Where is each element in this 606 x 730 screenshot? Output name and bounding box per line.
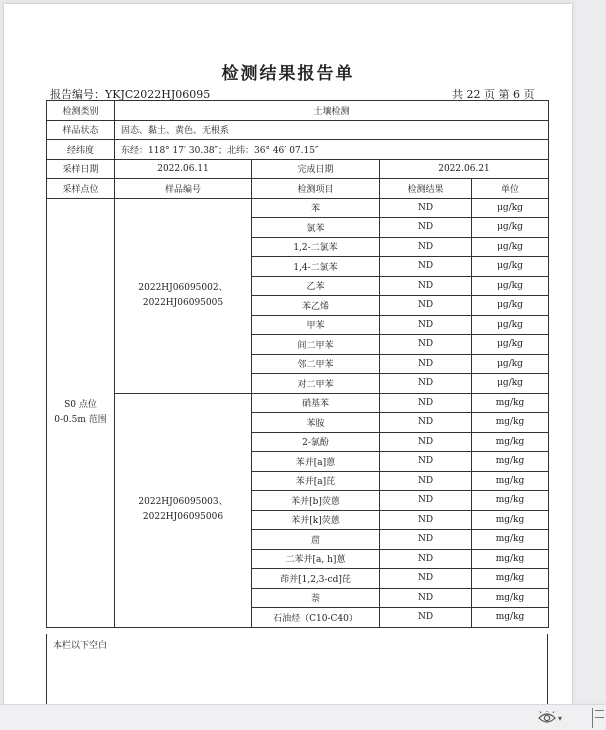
blank-note: 本栏以下空白: [53, 641, 108, 651]
sample-point-cell: [47, 198, 115, 627]
cell-unit: mg/kg: [472, 588, 549, 608]
cell-item: 苯并[b]荧蒽: [252, 491, 380, 511]
cell-result: ND: [380, 257, 472, 277]
cell-result: ND: [380, 393, 472, 413]
sample-no-cell: [115, 393, 252, 627]
state-value: 固态、黏土、黄色、无根系: [115, 120, 549, 140]
cell-item: 二苯并[a, h]蒽: [252, 549, 380, 569]
col-header-unit: 单位: [472, 179, 549, 199]
cell-item: 苯并[a]蒽: [252, 452, 380, 472]
cell-item: 苯并[a]芘: [252, 471, 380, 491]
finish-date-value: 2022.06.21: [380, 159, 549, 179]
cell-unit: μg/kg: [472, 335, 549, 355]
cell-result: ND: [380, 276, 472, 296]
cell-result: ND: [380, 569, 472, 589]
cell-unit: μg/kg: [472, 218, 549, 238]
cell-item: 对二甲苯: [252, 374, 380, 394]
table-row: [47, 393, 549, 413]
cell-result: ND: [380, 315, 472, 335]
cell-unit: mg/kg: [472, 432, 549, 452]
cell-result: ND: [380, 471, 472, 491]
cell-item: 苯乙烯: [252, 296, 380, 316]
cell-unit: mg/kg: [472, 393, 549, 413]
cell-result: ND: [380, 510, 472, 530]
cell-result: ND: [380, 198, 472, 218]
cell-result: ND: [380, 608, 472, 628]
page-info: 共 22 页 第 6 页: [452, 88, 535, 101]
layout-icon[interactable]: [592, 708, 606, 728]
cell-unit: mg/kg: [472, 569, 549, 589]
cell-unit: mg/kg: [472, 510, 549, 530]
state-row: [47, 120, 549, 140]
cell-unit: mg/kg: [472, 452, 549, 472]
cell-unit: μg/kg: [472, 374, 549, 394]
cell-item: 氯苯: [252, 218, 380, 238]
cell-unit: μg/kg: [472, 237, 549, 257]
sample-no-cell: [115, 198, 252, 393]
cell-unit: μg/kg: [472, 257, 549, 277]
cell-unit: μg/kg: [472, 296, 549, 316]
sample-date-label: 采样日期: [47, 159, 115, 179]
sample-no-line: 2022HJ06095005: [142, 297, 224, 308]
cell-unit: μg/kg: [472, 315, 549, 335]
sample-no-line: 2022HJ06095003、: [138, 497, 228, 507]
cell-unit: μg/kg: [472, 354, 549, 374]
chevron-down-icon: ▾: [558, 713, 563, 723]
cell-result: ND: [380, 491, 472, 511]
cell-result: ND: [380, 549, 472, 569]
cell-unit: μg/kg: [472, 198, 549, 218]
cell-result: ND: [380, 374, 472, 394]
cell-unit: mg/kg: [472, 549, 549, 569]
document-page: [4, 4, 572, 704]
cell-unit: mg/kg: [472, 413, 549, 433]
cell-item: 乙苯: [252, 276, 380, 296]
cell-result: ND: [380, 413, 472, 433]
cell-item: 间二甲苯: [252, 335, 380, 355]
table-row: [47, 198, 549, 218]
col-header-item: 检测项目: [252, 179, 380, 199]
sample-point-line: 0-0.5m 范围: [54, 414, 107, 425]
cell-item: 硝基苯: [252, 393, 380, 413]
cell-item: 甲苯: [252, 315, 380, 335]
cell-result: ND: [380, 237, 472, 257]
cell-item: 萘: [252, 588, 380, 608]
cell-item: 䓛: [252, 530, 380, 550]
state-label: 样品状态: [47, 120, 115, 140]
status-bar: [0, 704, 606, 730]
col-header-point: 采样点位: [47, 179, 115, 199]
cell-item: 苯胺: [252, 413, 380, 433]
header-row: [47, 179, 549, 199]
report-number: 报告编号：YKJC2022HJ06095: [50, 88, 211, 101]
finish-date-label: 完成日期: [252, 159, 380, 179]
cell-unit: μg/kg: [472, 276, 549, 296]
col-header-sample-no: 样品编号: [115, 179, 252, 199]
sample-point-line: S0 点位: [64, 399, 97, 410]
cell-result: ND: [380, 432, 472, 452]
date-row: [47, 159, 549, 179]
coord-row: [47, 140, 549, 160]
cell-result: ND: [380, 530, 472, 550]
category-label: 检测类别: [47, 101, 115, 121]
cell-result: ND: [380, 218, 472, 238]
cell-unit: mg/kg: [472, 608, 549, 628]
cell-result: ND: [380, 588, 472, 608]
cell-item: 茚并[1,2,3-cd]芘: [252, 569, 380, 589]
footer-box: [46, 634, 548, 704]
cell-item: 1,4-二氯苯: [252, 257, 380, 277]
category-row: [47, 101, 549, 121]
cell-item: 1,2-二氯苯: [252, 237, 380, 257]
report-title: 检测结果报告单: [221, 64, 355, 84]
cell-result: ND: [380, 452, 472, 472]
scrollbar-track[interactable]: [576, 0, 606, 700]
cell-unit: mg/kg: [472, 471, 549, 491]
cell-result: ND: [380, 354, 472, 374]
sample-no-line: 2022HJ06095002、: [138, 282, 228, 293]
eye-icon: [538, 711, 556, 725]
sample-date-value: 2022.06.11: [115, 159, 252, 179]
results-table: [46, 100, 549, 628]
cell-result: ND: [380, 296, 472, 316]
cell-item: 邻二甲苯: [252, 354, 380, 374]
cell-unit: mg/kg: [472, 491, 549, 511]
col-header-result: 检测结果: [380, 179, 472, 199]
cell-item: 2-氯酚: [252, 432, 380, 452]
cell-unit: mg/kg: [472, 530, 549, 550]
sample-no-line: 2022HJ06095006: [142, 512, 224, 522]
cell-item: 苯并[k]荧蒽: [252, 510, 380, 530]
coord-label: 经纬度: [47, 140, 115, 160]
cell-item: 苯: [252, 198, 380, 218]
cell-result: ND: [380, 335, 472, 355]
coord-value: 东经：118° 17′ 30.38″；北纬：36° 46′ 07.15″: [115, 140, 549, 160]
category-value: 土壤检测: [115, 101, 549, 121]
cell-item: 石油烃（C10-C40）: [252, 608, 380, 628]
eye-protection-button[interactable]: [538, 710, 566, 726]
